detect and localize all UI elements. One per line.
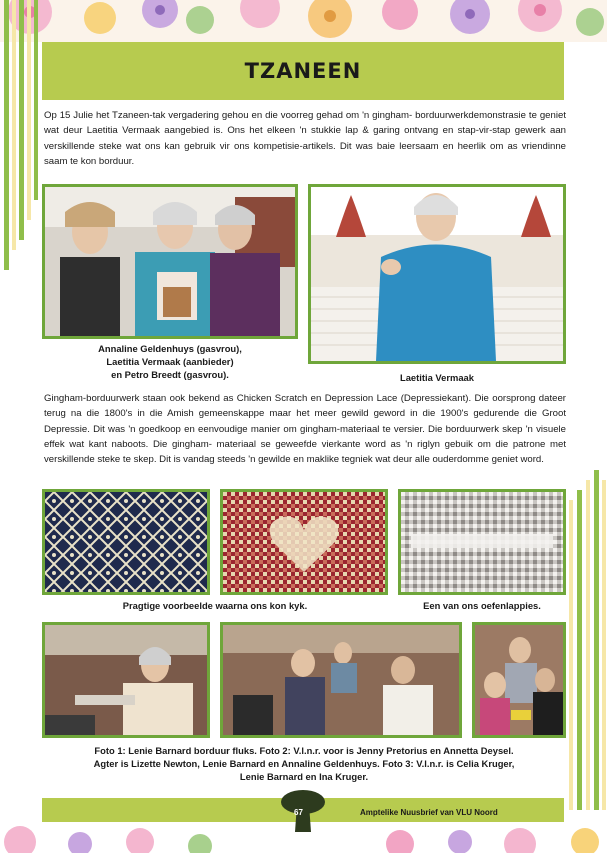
- caption-line: en Petro Breedt (gasvrou).: [111, 369, 229, 380]
- caption-line: Agter is Lizette Newton, Lenie Barnard en Annaline Geldenhuys. Foto 3: V.l.n.r. is Celia Kruger,: [93, 758, 515, 769]
- photo-presenter: [308, 184, 566, 364]
- caption-photo-presenter: Laetitia Vermaak: [399, 372, 474, 383]
- caption-line: Lenie Barnard en Ina Kruger.: [239, 771, 369, 782]
- caption-bottom-photos: [42, 744, 566, 783]
- caption-examples: Pragtige voorbeelde waarna ons kon kyk.: [122, 600, 308, 611]
- left-stripe-decoration: [0, 0, 40, 270]
- tree-logo-icon: [278, 786, 328, 834]
- caption-line: Laetitia Vermaak (aanbieder): [106, 356, 234, 367]
- page-number: 67: [294, 808, 303, 817]
- photo-embroidery-red: [220, 489, 388, 595]
- photo-practice-cloth: [398, 489, 566, 595]
- right-stripe-decoration: [565, 470, 607, 810]
- title-banner: [42, 42, 564, 100]
- caption-practice: Een van ons oefenlappies.: [423, 600, 541, 611]
- footer-newsletter-title: Amptelike Nuusbrief van VLU Noord: [360, 808, 498, 817]
- intro-paragraph: Op 15 Julie het Tzaneen-tak vergadering gehou en die voorreg gehad om 'n gingham- borduurwerkdemonstrasie te geniet wat deur Laetitia Vermaak aangebied is. Ons het elkeen 'n stukkie lap & garing ontvang en stap-vir-stap gewerk aan verskillende steke wat ons kan gebruik vir ons kompetisie-artikels. Dit was baie leersaam en heerlik om as vriendinne saam te kon borduur.: [44, 110, 566, 167]
- photo-1-embroidering: [42, 622, 210, 738]
- body-paragraph: Gingham-borduurwerk staan ook bekend as Chicken Scratch en Depression Lace (Depressiekant). Die oorsprong dateer terug na die 1800's in die Amish gemeenskappe maar het meer gewild geword in die 1900's gedurende die Groot Depressie. Dit was 'n goedkoop en eenvoudige manier om gingham-materiaal te versier. Die borduurwerk skep 'n visuele effek wat kant naboots. Die gingham- materiaal se geweefde vierkante word as 'n riglyn gebuik om die patrone met verskillende steke te skep. Dit is vandag steeds 'n gewilde en maklike tegniek wat deur alle ouderdomme geniet word.: [44, 393, 566, 466]
- photo-three-women: [42, 184, 298, 339]
- photo-2-group: [220, 622, 462, 738]
- photo-embroidery-navy: [42, 489, 210, 595]
- photo-3-three-women: [472, 622, 566, 738]
- caption-line: Annaline Geldenhuys (gasvrou),: [98, 343, 242, 354]
- caption-line: Foto 1: Lenie Barnard borduur fluks. Foto 2: V.l.n.r. voor is Jenny Pretorius en Annetta Deysel.: [94, 745, 514, 756]
- floral-header-decoration: [0, 0, 607, 42]
- caption-photo-three-women: [42, 342, 298, 381]
- page-title: TZANEEN: [244, 59, 362, 83]
